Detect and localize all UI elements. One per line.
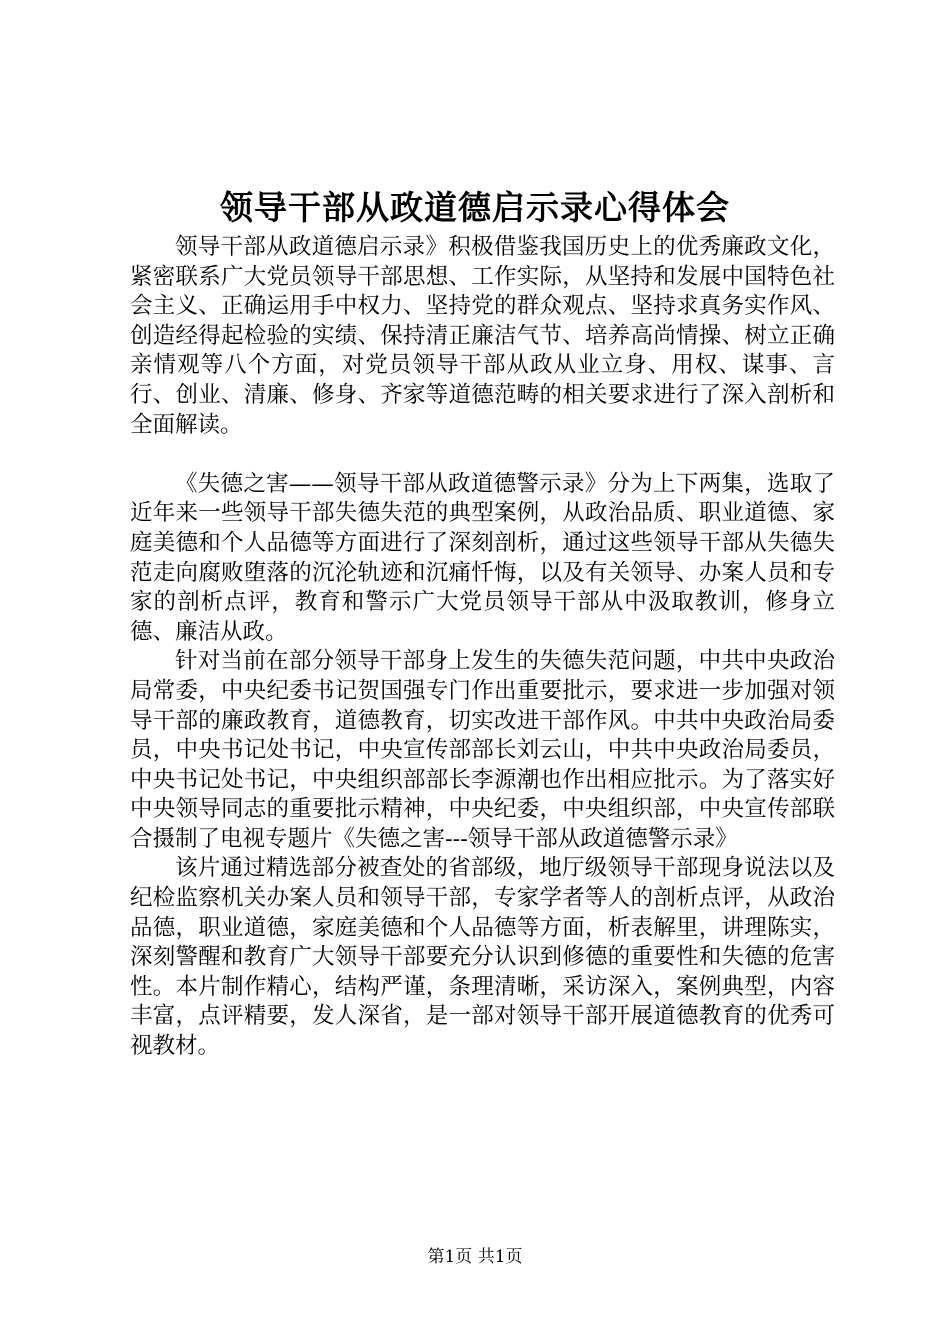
paragraph-4: 该片通过精选部分被查处的省部级，地厅级领导干部现身说法以及纪检监察机关办案人员和领导干部，专家学者等人的剖析点评，从政治品德，职业道德，家庭美德和个人品德等方面，析表解里，讲理陈实，深刻警醒和教育广大领导干部要充分认识到修德的重要性和失德的危害性。本片制作精心，结构严谨，条理清晰，采访深入，案例典型，内容丰富，点评精要，发人深省，是一部对领导干部开展道德教育的优秀可视教材。 xyxy=(130,855,835,1060)
page-number-footer: 第1页 共1页 xyxy=(427,1247,523,1267)
paragraph-3: 针对当前在部分领导干部身上发生的失德失范问题，中共中央政治局常委，中央纪委书记贺国强专门作出重要批示，要求进一步加强对领导干部的廉政教育，道德教育，切实改进干部作风。中共中央政治局委员，中央书记处书记，中央宣传部部长刘云山，中共中央政治局委员，中央书记处书记，中央组织部部长李源潮也作出相应批示。为了落实好中央领导同志的重要批示精神，中央纪委，中央组织部，中央宣传部联合摄制了电视专题片《失德之害---领导干部从政道德警示录》 xyxy=(130,648,835,852)
document-body xyxy=(130,233,835,1062)
paragraph-2: 《失德之害——领导干部从政道德警示录》分为上下两集，选取了近年来一些领导干部失德失范的典型案例，从政治品质、职业道德、家庭美德和个人品德等方面进行了深刻剖析，通过这些领导干部从失德失范走向腐败堕落的沉沦轨迹和沉痛忏悔，以及有关领导、办案人员和专家的剖析点评，教育和警示广大党员领导干部从中汲取教训，修身立德、廉洁从政。 xyxy=(130,470,835,645)
document-title: 领导干部从政道德启示录心得体会 xyxy=(220,188,730,227)
paragraph-1: 领导干部从政道德启示录》积极借鉴我国历史上的优秀廉政文化，紧密联系广大党员领导干部思想、工作实际，从坚持和发展中国特色社会主义、正确运用手中权力、坚持党的群众观点、坚持求真务实作风、创造经得起检验的实绩、保持清正廉洁气节、培养高尚情操、树立正确亲情观等八个方面，对党员领导干部从政从业立身、用权、谋事、言行、创业、清廉、修身、齐家等道德范畴的相关要求进行了深入剖析和全面解读。 xyxy=(130,234,835,438)
